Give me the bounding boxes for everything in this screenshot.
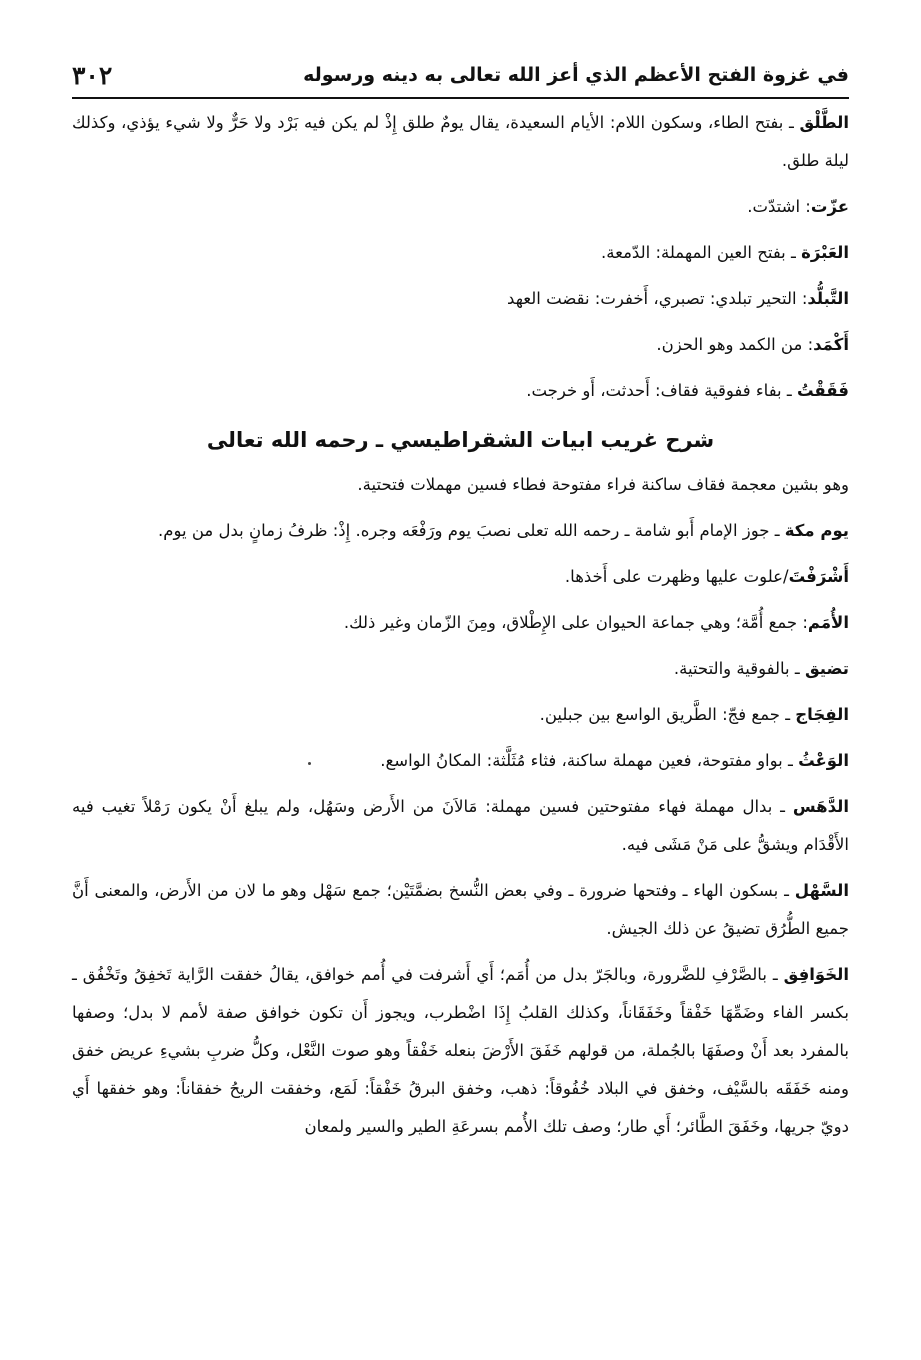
entry-umam (72, 604, 849, 642)
entry-term: الخَوَافِق (783, 965, 849, 984)
entry-wath (72, 742, 849, 780)
entry-azzat (72, 188, 849, 226)
entry-definition: ـ بدال مهملة فهاء مفتوحتين فسين مهملة: مَالاَنَ من الأَرض وسَهُل، ولم يبلغ أَنْ يكون رَمْلاً تغيب فيه الأَقْدَام ويشقُّ على مَنْ مَشَى فيه. (72, 797, 849, 854)
entry-definition: : من الكمد وهو الحزن. (656, 335, 814, 354)
entry-term: يوم مكة (784, 521, 849, 540)
section-heading: شرح غريب ابيات الشقراطيسي ـ رحمه الله تعالى (206, 428, 715, 452)
entry-term: العَبْرَة (801, 243, 849, 262)
entry-term: الطَّلْق (799, 113, 849, 132)
entry-term: تضيق (804, 659, 849, 678)
entry-definition: ـ بسكون الهاء ـ وفتحها ضرورة ـ وفي بعض النُّسخ بضمَّتَيْن؛ جمع سَهْل وهو ما لان من الأَرض، والمعنى أَنَّ جميع الطُّرُق تضيقُ عن ذلك الجيش. (72, 881, 849, 938)
entry-term: فَقَقْتُ (796, 381, 849, 400)
entry-sahl (72, 872, 849, 948)
entry-definition: : التحير تبلدي: تصبري، أَخفرت: نقضت العهد (507, 289, 808, 308)
entry-definition: : جمع أُمَّة؛ وهي جماعة الحيوان على الإِطْلاق، ومِنَ الزّمان وغير ذلك. (343, 613, 808, 632)
entry-dahas (72, 788, 849, 864)
entry-definition: ـ بالفوقية والتحتية. (673, 659, 805, 678)
entry-tabalud (72, 280, 849, 318)
entry-term: عزّت (810, 197, 849, 216)
entry-definition: /علوت عليها وظهرت على أَخذها. (564, 567, 789, 586)
entry-term: السَّهْل (794, 881, 849, 900)
entry-term: الوَعْثُ (798, 751, 849, 770)
entry-term: أَكْمَد (813, 335, 849, 354)
page-body (72, 104, 849, 1154)
entry-akmad (72, 326, 849, 364)
entry-term: أَشْرَفْتَ (788, 567, 849, 586)
entry-definition: ـ جوز الإمام أَبو شامة ـ رحمه الله تعلى نصبَ يوم ورَفْعَه وجره. إِذْ: ظرفُ زمانٍ بدل من يوم. (158, 521, 785, 540)
scan-speck (308, 762, 311, 765)
entry-definition: : اشتدّت. (747, 197, 811, 216)
entry-faqaqtu (72, 372, 849, 410)
entry-khawafiq (72, 956, 849, 1146)
header-rule (72, 97, 849, 99)
page-number: ٣٠٢ (72, 60, 113, 90)
entry-definition: ـ بفاء ففوقية فقاف: أَحدثت، أَو خرجت. (526, 381, 797, 400)
entry-fijaj (72, 696, 849, 734)
header-title: في غزوة الفتح الأعظم الذي أعز الله تعالى به دينه ورسوله (303, 64, 849, 86)
entry-tadiq (72, 650, 849, 688)
entry-ashrafta (72, 558, 849, 596)
entry-definition: وهو بشين معجمة فقاف ساكنة فراء مفتوحة فطاء فسين مهملات فتحتية. (357, 475, 849, 494)
entry-definition: ـ بالصَّرْفِ للضَّرورة، وبالجَرّ بدل من أُمَم؛ أَي أَشرفت في أُمم خوافق، يقالُ خفقت الرَّاية تَخفِقُ وتَخْفُق ـ بكسر الفاء وضَمِّهَا خَفْقاً وخَفَقَاناً، وكذلك القلبُ إِذَا اضْطرب، ويجوز أَن تكون خوافق صفة لأمم لا بدل؛ وصفها بالمفرد بعد أَنْ وصفَهَا بالجُملة، من قولهم خَفَقَ الأَرْضَ بنعله خَفْقاً وهو صوت النَّعْل، وكلُّ ضربِ بشيءِ عريض خفق ومنه خَفَقَه بالسَّيْف، وخفق في البلاد خُفُوقاً: ذهب، وخفق البرقُ خَفْقاً: لَمَع، وخفقت الريحُ خفقاناً: وهو خفقها أَي دويّ جريها، وخَفَقَ الطَّائر؛ أَي طار؛ وصف تلك الأُمم بسرعَةِ الطير والسير ولمعان (72, 965, 849, 1136)
entry-yawm-makka (72, 512, 849, 550)
entry-term: الدَّهَس (792, 797, 849, 816)
entry-term: التَّبلُّد (807, 289, 849, 308)
entry-definition: ـ بفتح الطاء، وسكون اللام: الأيام السعيدة، يقال يومٌ طلق إِذْ لم يكن فيه بَرْد ولا حَرٌّ ولا شيء يؤذي، وكذلك ليلة طلق. (72, 113, 849, 170)
entry-talq (72, 104, 849, 180)
entry-definition: ـ بواو مفتوحة، فعين مهملة ساكنة، فثاء مُثَلَّثة: المكانُ الواسع. (380, 751, 799, 770)
entry-term: الفِجَاج (795, 705, 849, 724)
running-header (72, 55, 849, 95)
entry-abra (72, 234, 849, 272)
entry-definition: ـ بفتح العين المهملة: الدّمعة. (601, 243, 802, 262)
entry-intro (72, 466, 849, 504)
entry-term: الأُمَم (807, 613, 849, 632)
entry-definition: ـ جمع فجّ: الطَّريق الواسع بين جبلين. (539, 705, 796, 724)
